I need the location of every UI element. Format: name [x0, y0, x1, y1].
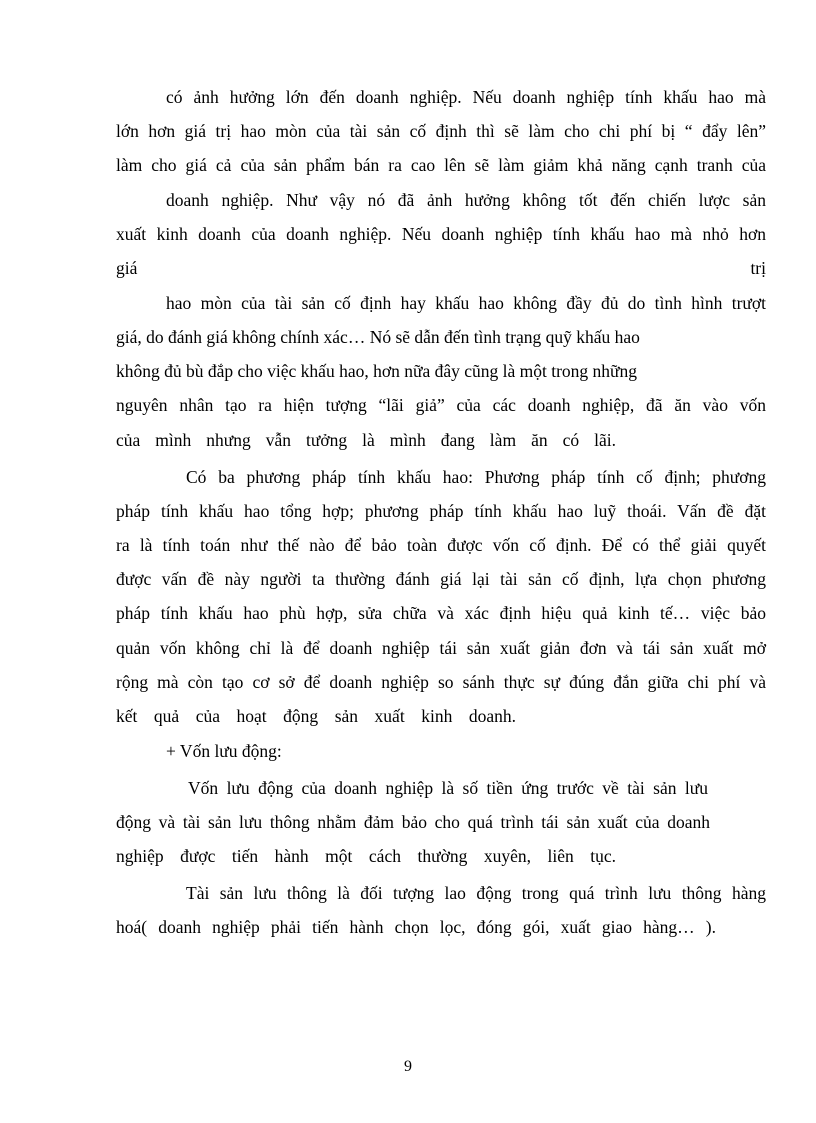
text-line: doanh nghiệp. Như vậy nó đã ảnh hưởng không tốt đến chiến lược sản: [166, 190, 766, 210]
text-line: rộng mà còn tạo cơ sở để doanh nghiệp so sánh thực sự đúng đắn giữa chi phí và: [116, 672, 766, 692]
text-line: động và tài sản lưu thông nhằm đảm bảo cho quá trình tái sản xuất của doanh: [116, 812, 710, 832]
split-line: [116, 257, 766, 279]
text-line: lớn hơn giá trị hao mòn của tài sản cố định thì sẽ làm cho chi phí bị “ đẩy lên”: [116, 121, 766, 141]
text-line: kết quả của hoạt động sản xuất kinh doanh.: [116, 706, 516, 726]
text-line: của mình nhưng vẫn tưởng là mình đang làm ăn có lãi.: [116, 430, 616, 450]
text-line: nghiệp được tiến hành một cách thường xuyên, liên tục.: [116, 846, 616, 866]
text-line: pháp tính khấu hao tổng hợp; phương pháp tính khấu hao luỹ thoái. Vấn đề đặt: [116, 501, 766, 521]
text-line: hoá( doanh nghiệp phải tiến hành chọn lọc, đóng gói, xuất giao hàng… ).: [116, 917, 716, 937]
text-line: hao mòn của tài sản cố định hay khấu hao không đầy đủ do tình hình trượt: [166, 293, 766, 313]
text-line: quản vốn không chỉ là để doanh nghiệp tái sản xuất giản đơn và tái sản xuất mở: [116, 638, 766, 658]
text-line: được vấn đề này người ta thường đánh giá lại tài sản cố định, lựa chọn phương: [116, 569, 766, 589]
text-line: pháp tính khấu hao phù hợp, sửa chữa và xác định hiệu quả kinh tế… việc bảo: [116, 603, 766, 623]
text-line: Vốn lưu động của doanh nghiệp là số tiền ứng trước về tài sản lưu: [188, 778, 708, 798]
section-heading: + Vốn lưu động:: [166, 741, 282, 761]
text-line: giá, do đánh giá không chính xác… Nó sẽ dẫn đến tình trạng quỹ khấu hao: [116, 327, 640, 347]
text-line: Tài sản lưu thông là đối tượng lao động trong quá trình lưu thông hàng: [186, 883, 766, 903]
text-line: ra là tính toán như thế nào để bảo toàn được vốn cố định. Để có thể giải quyết: [116, 535, 766, 555]
text-line: làm cho giá cả của sản phẩm bán ra cao lên sẽ làm giảm khả năng cạnh tranh của: [116, 155, 766, 175]
text-line: nguyên nhân tạo ra hiện tượng “lãi giả” của các doanh nghiệp, đã ăn vào vốn: [116, 395, 766, 415]
text-line: xuất kinh doanh của doanh nghiệp. Nếu doanh nghiệp tính khấu hao mà nhỏ hơn: [116, 224, 766, 244]
text-line: có ảnh hưởng lớn đến doanh nghiệp. Nếu doanh nghiệp tính khấu hao mà: [166, 87, 766, 107]
text-fragment: giá: [116, 258, 138, 278]
text-line: Có ba phương pháp tính khấu hao: Phương pháp tính cố định; phương: [186, 467, 766, 487]
page-number: 9: [404, 1058, 412, 1075]
text-fragment: trị: [750, 258, 766, 278]
text-line: không đủ bù đắp cho việc khấu hao, hơn nữa đây cũng là một trong những: [116, 361, 638, 381]
